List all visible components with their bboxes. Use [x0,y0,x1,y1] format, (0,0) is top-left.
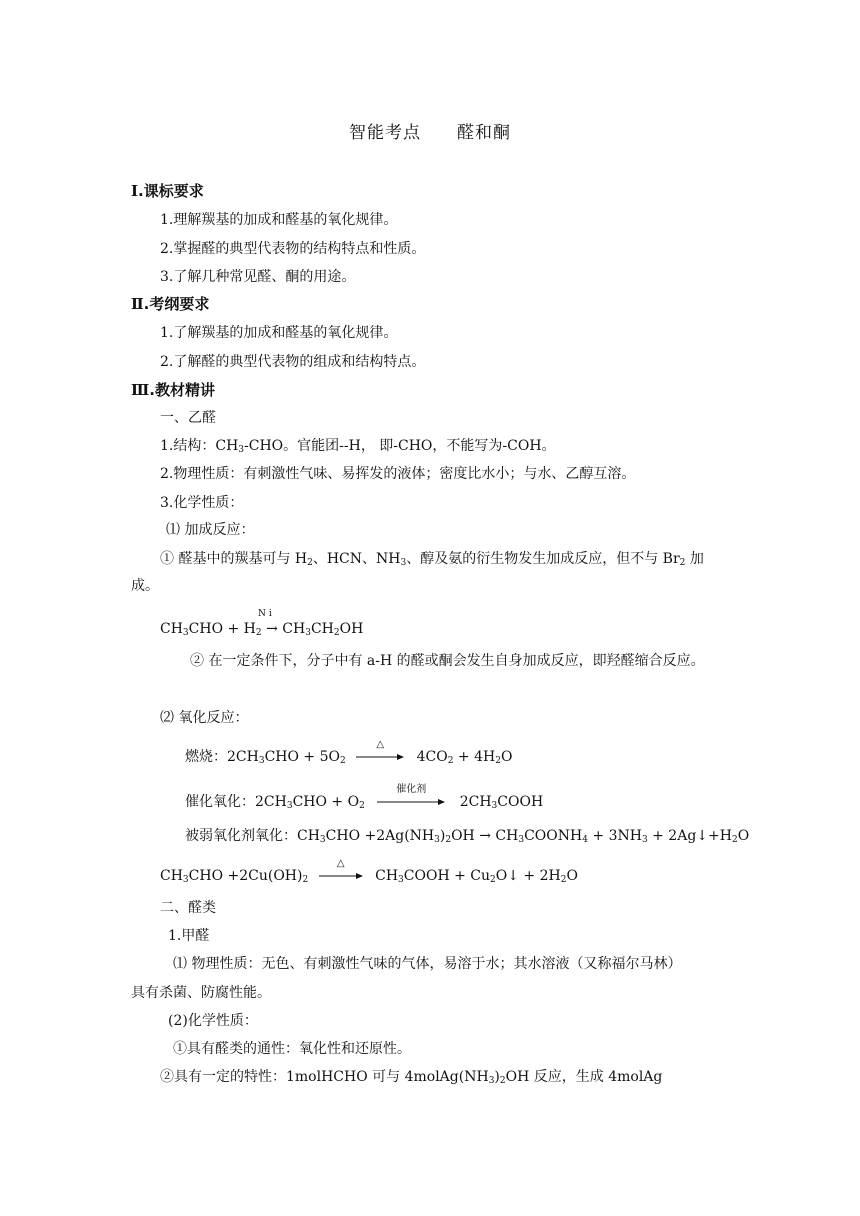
equation-copper-hydroxide: $CH_3CHO +2Cu(OH)_2$ △ $CH_3COOH$ + $Cu_2O↓ + 2H_2O$ [160,858,578,885]
document-title [0,118,860,143]
s1-item-1: 1.理解羰基的加成和醛基的氧化规律。 [160,212,398,228]
s1-item-3: 3.了解几种常见醛、酮的用途。 [160,269,356,285]
title-part-1: 智能考点 [349,123,421,143]
formaldehyde-physical: ⑴ 物理性质：无色、有刺激性气味的气体，易溶于水；其水溶液（又称福尔马林） [173,956,682,972]
formaldehyde-physical-cont: 具有杀菌、防腐性能。 [131,985,271,1001]
s2-item-1: 1.了解羰基的加成和醛基的氧化规律。 [160,325,398,341]
equation-combustion: 燃烧：$2CH_3CHO + 5O_2$ △ $4CO_2 + 4H_2O$ [185,739,513,766]
oxidation-title: ⑵ 氧化反应： [160,710,249,726]
acetaldehyde-structure: 1.结构：$CH_3$-CHO。官能团--H， 即-CHO，不能写为-COH。 [160,438,556,455]
acetaldehyde-chemical: 3.化学性质： [160,495,244,511]
section-1-heading: Ⅰ.课标要求 [131,182,204,200]
section-3-heading: Ⅲ.教材精讲 [131,381,215,399]
addition-1: ① 醛基中的羰基可与 $H_2$、HCN、$NH_3$、醇及氨的衍生物发生加成反应，但不与 $Br_2$ 加 [160,551,704,568]
reaction-arrow-icon: → [266,621,278,637]
catalyst-arrow-icon: 催化剂 [377,798,445,806]
equation-catalytic-oxidation: 催化氧化：$2CH_3CHO + O_2$ 催化剂 $2CH_3COOH$ [185,784,544,811]
s2-item-2: 2.了解醛的典型代表物的组成和结构特点。 [160,354,426,370]
acetaldehyde-title: 一、乙醛 [160,410,216,426]
s1-item-2: 2.掌握醛的典型代表物的结构特点和性质。 [160,241,426,257]
formaldehyde-chemical: (2)化学性质： [168,1013,258,1029]
formaldehyde-chem-1: ①具有醛类的通性：氧化性和还原性。 [173,1041,411,1057]
heat-arrow-icon-2: △ [319,872,363,880]
addition-title: ⑴ 加成反应： [166,522,255,538]
addition-1-cont: 成。 [131,578,159,594]
catalyst-ni-label: Ni [258,609,275,619]
formaldehyde-title: 1.甲醛 [168,928,210,944]
addition-2: ② 在一定条件下，分子中有 a-H 的醛或酮会发生自身加成反应，即羟醛缩合反应。 [190,653,705,669]
aldehydes-title: 二、醛类 [160,900,216,916]
section-2-heading: Ⅱ.考纲要求 [131,295,210,313]
formaldehyde-chem-2: ②具有一定的特性：1molHCHO 可与 $4molAg(NH_3)_2OH$ 反应，生成 4molAg [160,1069,663,1086]
title-part-2: 醛和酮 [457,123,511,143]
acetaldehyde-physical: 2.物理性质：有刺激性气味、易挥发的液体；密度比水小；与水、乙醇互溶。 [160,466,636,482]
equation-hydrogenation: $CH_3CHO + H_2 \to CH_3CH_2OH$ [160,621,364,638]
equation-silver-mirror: 被弱氧化剂氧化：$CH_3CHO +2Ag(NH_3)_2OH$ → $CH_3COONH_4 + 3NH_3$ + $2Ag↓+H_2O$ [185,828,750,845]
heat-arrow-icon: △ [356,753,404,761]
